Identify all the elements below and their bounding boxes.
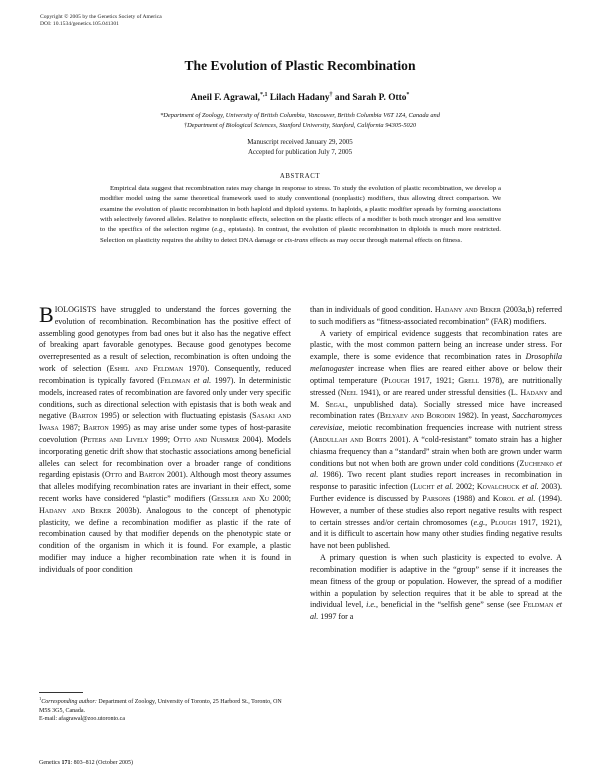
body-text: 1982). In yeast, [455, 411, 513, 421]
footnote-rule [39, 692, 83, 693]
body-italic: et al. [310, 458, 563, 480]
citation: Abdullah and Borts [312, 434, 387, 444]
citation: Korol [492, 494, 516, 503]
citation: Hadany [520, 387, 548, 397]
citation: Neel [340, 387, 358, 397]
abstract-text: Empirical data suggest that recombination rates may change in response to stress. To study the evolution of plastic recombination, we develop a modifier model using the same theoretical framework used to study conventional (nonplastic) modifiers, thus allowing direct comparison. We examine the evolution of plastic recombination in both haploid and diploid systems. In haploids, a plastic modifier spreads by forming associations with selectively favored alleles. Relative to nonplastic effects, selection on the plastic effects of a modifier is both much stronger and less sensitive to the specifics of the selection regime ( [100, 185, 501, 234]
affiliation-ubc: *Department of Zoology, University of British Columbia, Vancouver, British Columbia V6T 1Z4, Canada and [160, 112, 440, 119]
body-text: A variety of empirical evidence suggests that recombination rates are plastic, with the most common pattern being an increase under stress. For example, there is some evidence that recombination rates in [310, 328, 562, 362]
author-agrawal: Aneil F. Agrawal, [190, 93, 261, 104]
abstract-heading: ABSTRACT [279, 173, 321, 180]
received-date: Manuscript received January 29, 2005 [247, 139, 353, 146]
body-italic: et al. [518, 494, 536, 503]
author-agrawal-affil: *,1 [260, 92, 268, 98]
footnote-address [39, 695, 291, 715]
body-text: than in individuals of good condition. [310, 305, 435, 314]
footnote-marker: 1 [39, 696, 42, 701]
body-text: 1917, 1921), and it is difficult to ascertain how many other studies finding negative results have not been published. [310, 517, 562, 551]
body-italic: i.e. [366, 600, 377, 610]
citation: Barton [138, 470, 165, 480]
journal-pages: : 803–812 (October 2005) [70, 760, 133, 766]
body-text: , [485, 517, 491, 527]
body-text: 1995) or selection with fluctuating epistasis ( [97, 411, 253, 421]
abstract-text: effects as may occur through maternal effects on fitness. [308, 236, 463, 244]
body-text: 2004). Models incorporating genetic drift show that stochastic associations among beneficial alleles can select for recombination over a broader range of conditions regarding epistasis ( [39, 434, 292, 480]
body-text: 2001). Although most theory assumes that alleles modifying recombination rates are invariant in their effect, some recent works have considered “plastic” modifiers ( [39, 470, 291, 503]
body-text: , unpublished data). Socially stressed mice have increased recombination rates ( [310, 399, 562, 421]
question-paragraph [310, 552, 562, 623]
body-text: A primary question is when such plasticity is expected to evolve. A recombination modifier is adaptive in the “group” sense if it increases the mean fitness of the group or population. However, the spread of a modifier within a population by selection requires that it be able to spread at the individual level, [310, 553, 562, 610]
body-italic: Saccharomyces cerevisiae [310, 411, 562, 433]
author-otto: and Sarah P. Otto [334, 93, 407, 104]
citation: Peters and Lively [83, 434, 149, 444]
affiliation-stanford: †Department of Biological Sciences, Stanford University, Stanford, California 94305-5020 [183, 121, 417, 129]
journal-name: Genetics [39, 760, 60, 766]
body-text: 2003b). Analogous to the concept of phenotypic plasticity, we define a recombination modifier as plastic if the rate of recombination caused by that modifier depends on the phenotypic state or condition of the organism in which it is found. For example, a plastic modifier may induce a higher recombination rate when it is found in individuals of poor condition [39, 505, 291, 574]
body-text: 1941), or are reared under stressful densities (L. [357, 387, 521, 397]
body-column-left [39, 304, 291, 576]
body-column-right [310, 304, 562, 623]
body-italic: et al. [193, 375, 212, 385]
body-text: 2002; [453, 482, 477, 492]
citation: Barton [83, 423, 109, 433]
body-text: 2003). Further evidence is discussed by [310, 482, 563, 503]
citation: Feldman [160, 375, 191, 385]
body-text: have struggled to understand the forces governing the evolution of recombination. Recombination has the positive effect of assembling good genotypes from bad ones but it also has the negative effect of breaking apart favorable genotypes. Because good genotypes become overrepresented as a result of selection, recombination is often undoing the work of selection ( [39, 305, 291, 374]
body-text: and [122, 470, 139, 480]
footnote-text: Department of Zoology, University of Toronto, 25 Harbord St., Toronto, ON M5S 3G5, Canada. [39, 699, 282, 714]
author-list [0, 92, 600, 103]
citation: Otto [104, 470, 123, 480]
accepted-date: Accepted for publication July 7, 2005 [247, 149, 353, 157]
body-text: 1997 for a [318, 612, 354, 622]
affiliations [0, 111, 600, 130]
copyright-header [40, 14, 162, 28]
body-text: (1994). However, a number of these studies also report negative results with respect to certain stresses and/or certain chromosomes ( [310, 494, 562, 527]
citation: Gessler and Xu [211, 494, 270, 503]
abstract-italic: cis-trans [284, 236, 309, 244]
body-text: 1997). In deterministic models, increased rates of recombination are favored only under very specific conditions, such as directional selection with epistasis that is both weak and negative ( [39, 375, 291, 421]
body-italic: et al. [522, 482, 539, 492]
body-text: (2003a,b) referred to such modifiers as “fitness-associated recombination” (FAR) modifiers. [310, 305, 562, 326]
citation: Segal [325, 399, 346, 409]
body-text: 1917, 1921; [409, 375, 459, 385]
abstract-italic: e.g. [214, 226, 225, 234]
body-text: , meiotic recombination frequencies increase with nutrient stress ( [310, 423, 562, 444]
citation: Eshel and Feldman [109, 364, 184, 374]
lead-word: IOLOGISTS [54, 305, 97, 314]
abstract-body [100, 184, 501, 246]
author-hadany: Lilach Hadany [269, 93, 330, 104]
author-otto-affil: * [406, 92, 410, 98]
citation: Barton [72, 411, 98, 421]
body-text: and M. [310, 387, 562, 409]
abstract-text: , epistasis). In contrast, the evolution of plastic recombination in diploids is much more restricted. Selection on plasticity requires the ability to detect DNA damage or [100, 226, 501, 244]
paragraph-continued [310, 304, 562, 328]
drop-cap: B [39, 302, 54, 327]
citation: Feldman [523, 600, 554, 610]
body-text: 1999; [148, 434, 174, 444]
citation: Belyaev and Borodin [379, 411, 456, 421]
body-italic: et al. [436, 482, 454, 492]
footnote-email: E-mail: afagrawal@zoo.utoronto.ca [39, 716, 125, 723]
citation: Lucht [413, 482, 435, 492]
body-text: 1986). Two recent plant studies report increases in recombination in response to parasitic infection ( [310, 470, 562, 492]
manuscript-dates [0, 138, 600, 159]
citation: Kovalchuck [476, 482, 520, 492]
body-text: 1978), are nutritionally stressed ( [310, 375, 562, 397]
citation: Grell [458, 375, 480, 385]
body-text: 2000; [269, 494, 292, 503]
citation: Plough [490, 517, 517, 527]
corresponding-author-footnote [39, 695, 291, 724]
citation: Sasaki and Iwasa [39, 411, 292, 433]
body-text: 1987; [58, 423, 84, 433]
copyright-line: Copyright © 2005 by the Genetics Society of America [40, 14, 162, 20]
journal-volume: 171 [61, 760, 71, 766]
article-title: The Evolution of Plastic Recombination [184, 58, 416, 73]
body-text: increase when flies are reared either above or below their optimal temperature ( [310, 364, 562, 385]
body-italic: e.g. [473, 517, 486, 527]
citation: Zuchenko [519, 458, 554, 468]
intro-paragraph [39, 304, 291, 576]
body-italic: Drosophila melanogaster [310, 352, 562, 374]
body-text: 1995) as may arise under some types of host-parasite coevolution ( [39, 423, 291, 444]
journal-citation [39, 760, 133, 766]
footnote-label: Corresponding author: [41, 699, 97, 705]
citation: Otto and Nuismer [173, 434, 240, 444]
citation: Plough [383, 375, 410, 385]
body-italic: et al. [310, 600, 562, 622]
body-text: 1970). Consequently, reduced recombination is typically favored ( [39, 364, 292, 385]
citation: Hadany and Beker [434, 305, 501, 314]
evidence-paragraph [310, 328, 562, 552]
body-text: 2001). A “cold-resistant” tomato strain has a higher chiasma frequency than a “standard” strain when both are grown under warm conditions but not when both are grown under cold conditions ( [310, 434, 562, 468]
citation: Parsons [422, 494, 451, 503]
author-hadany-affil: † [329, 92, 333, 98]
body-text: , beneficial in the “selfish gene” sense (see [376, 600, 524, 610]
doi-line: DOI: 10.1534/genetics.105.041301 [40, 21, 119, 27]
body-text: (1988) and [450, 494, 493, 503]
citation: Hadany and Beker [39, 505, 112, 515]
